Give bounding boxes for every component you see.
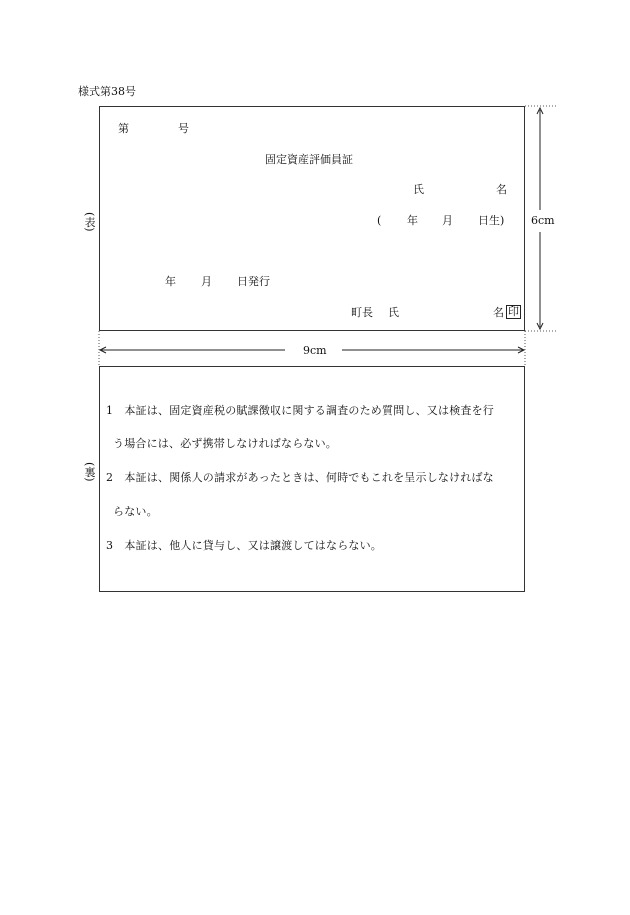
note-2-line-2: らない。 <box>113 505 158 518</box>
mayor-label: 町長 <box>351 306 373 319</box>
seal-mark: 印 <box>508 305 519 318</box>
note-3-line-1: 3 本証は、他人に貸与し、又は譲渡してはならない。 <box>106 539 382 552</box>
issue-year-label: 年 <box>165 275 176 288</box>
certificate-number-suffix: 号 <box>178 122 189 135</box>
form-number: 様式第38号 <box>78 85 136 98</box>
back-side-label: (裏) <box>83 462 96 482</box>
height-dimension-label: 6cm <box>531 214 555 227</box>
note-2-line-1: 2 本証は、関係人の請求があったときは、何時でもこれを呈示しなければな <box>106 471 494 484</box>
birth-date-open: ( <box>377 214 382 227</box>
birth-year-label: 年 <box>407 214 418 227</box>
certificate-number-prefix: 第 <box>118 122 129 135</box>
mayor-name-label-1: 氏 <box>388 306 399 319</box>
issue-month-label: 月 <box>201 275 212 288</box>
front-side-label: (表) <box>83 212 96 232</box>
issue-day-label: 日発行 <box>237 275 270 288</box>
birth-day-label: 日生) <box>478 214 505 227</box>
holder-name-label-1: 氏 <box>413 183 424 196</box>
note-1-line-1: 1 本証は、固定資産税の賦課徴収に関する調査のため質問し、又は検査を行 <box>106 404 494 417</box>
birth-month-label: 月 <box>442 214 453 227</box>
certificate-title: 固定資産評価員証 <box>265 153 353 166</box>
note-1-line-2: う場合には、必ず携帯しなければならない。 <box>113 437 337 450</box>
mayor-name-label-2: 名 <box>493 306 504 319</box>
holder-name-label-2: 名 <box>496 183 507 196</box>
width-dimension-label: 9cm <box>303 344 327 357</box>
